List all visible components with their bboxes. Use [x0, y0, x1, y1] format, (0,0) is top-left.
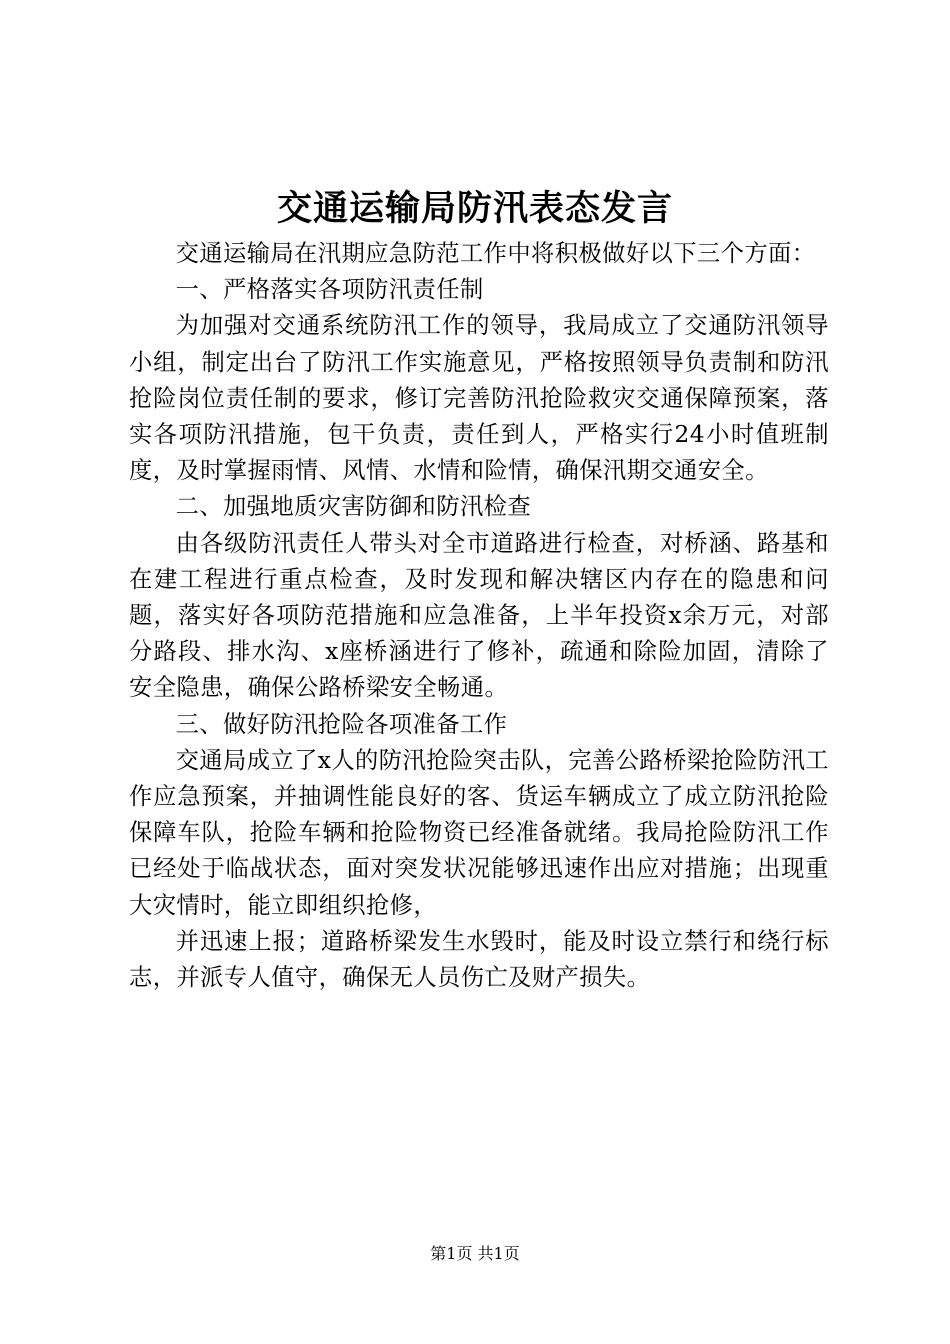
document-body: [129, 236, 829, 996]
document-title: 交通运输局防汛表态发言: [276, 188, 673, 229]
section-heading-3: 三、做好防汛抢险各项准备工作: [175, 710, 508, 738]
intro-paragraph: 交通运输局在汛期应急防范工作中将积极做好以下三个方面：: [175, 240, 816, 267]
section-paragraph-2: 由各级防汛责任人带头对全市道路进行检查，对桥涵、路基和在建工程进行重点检查，及时发现和解决辖区内存在的隐患和问题，落实好各项防范措施和应急准备，上半年投资x余万元，对部分路段、排水沟、x座桥涵进行了修补，疏通和除险加固，清除了安全隐患，确保公路桥梁安全畅通。: [129, 529, 829, 702]
section-paragraph-1: 为加强对交通系统防汛工作的领导，我局成立了交通防汛领导小组，制定出台了防汛工作实施意见，严格按照领导负责制和防汛抢险岗位责任制的要求，修订完善防汛抢险救灾交通保障预案，落实各项防汛措施，包干负责，责任到人，严格实行24小时值班制度，及时掌握雨情、风情、水情和险情，确保汛期交通安全。: [129, 312, 829, 485]
section-heading-2: 二、加强地质灾害防御和防汛检查: [175, 493, 532, 521]
section-paragraph-3-continued: 并迅速上报；道路桥梁发生水毁时，能及时设立禁行和绕行标志，并派专人值守，确保无人员伤亡及财产损失。: [129, 927, 829, 992]
section-paragraph-3: 交通局成立了x人的防汛抢险突击队，完善公路桥梁抢险防汛工作应急预案，并抽调性能良好的客、货运车辆成立了成立防汛抢险保障车队，抢险车辆和抢险物资已经准备就绪。我局抢险防汛工作已经处于临战状态，面对突发状况能够迅速作出应对措施；出现重大灾情时，能立即组织抢修，: [129, 746, 829, 919]
page-footer: 第1页 共1页: [430, 1244, 520, 1263]
section-heading-1: 一、严格落实各项防汛责任制: [175, 276, 484, 304]
